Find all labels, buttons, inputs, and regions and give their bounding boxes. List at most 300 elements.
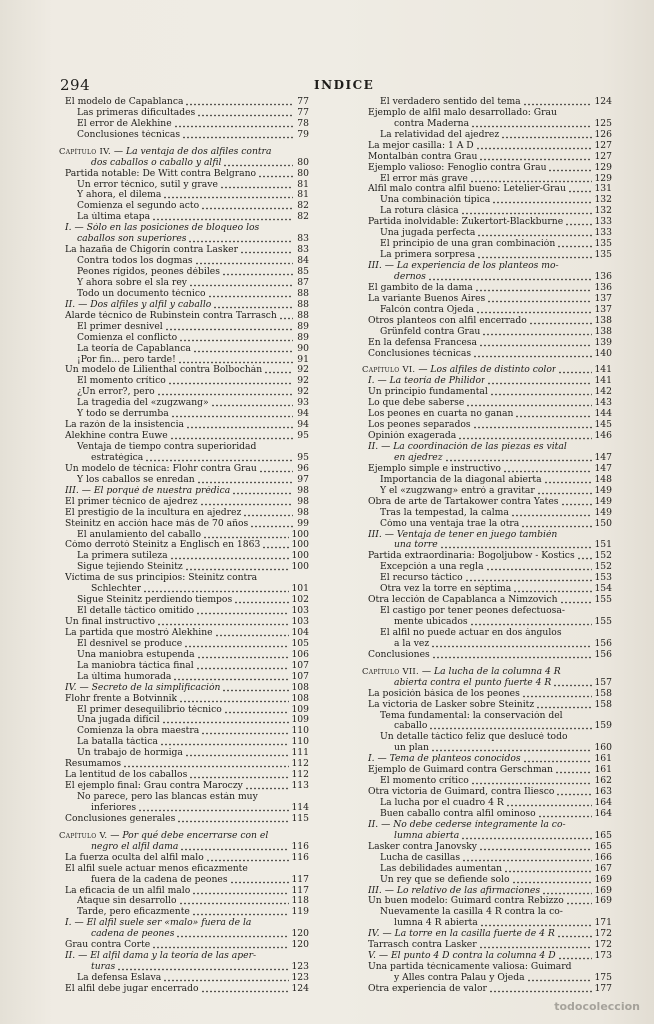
dot-leader [222, 266, 293, 276]
toc-entry-page: 166 [594, 851, 612, 863]
toc-entry-title: Ejemplo simple e instructivo [368, 463, 501, 474]
toc-entry-title: La teoría de Capablanca [77, 343, 191, 354]
toc-entry-title: contra Maderna [394, 118, 470, 129]
dot-leader [529, 315, 593, 325]
dot-leader [557, 928, 593, 938]
toc-entry-title: Y el «zugzwang» entró a gravitar [380, 485, 535, 496]
dot-leader [145, 452, 293, 462]
dot-leader [215, 627, 290, 637]
toc-entry-page: 147 [594, 451, 612, 463]
dot-leader [511, 507, 593, 517]
toc-entry-title: Falcón contra Ojeda [380, 304, 474, 315]
toc-entry-title: El error más grave [380, 173, 468, 184]
toc-entry-page: 117 [291, 873, 309, 885]
toc-entry-page: 147 [594, 462, 612, 474]
toc-entry-title: Capítulo VI. — Los alfiles de distinto color [362, 364, 557, 376]
dot-leader [489, 983, 593, 993]
toc-entry-page: 79 [297, 128, 309, 140]
toc-entry-page: 138 [594, 314, 612, 326]
toc-entry-title: Montalbán contra Grau [368, 151, 478, 162]
dot-leader [197, 474, 293, 484]
toc-entry-title: La lucha por el cuadro 4 R [380, 798, 504, 809]
dot-leader [503, 463, 593, 473]
dot-leader [189, 277, 293, 287]
toc-entry-title: a la vez [394, 638, 430, 649]
toc-entry-page: 100 [291, 550, 309, 562]
dot-leader [512, 874, 593, 884]
toc-entry-title: Otra experiencia de valor [368, 983, 487, 994]
toc-entry-page: 110 [291, 725, 309, 737]
toc-entry-title: El momento crítico [380, 776, 469, 787]
dot-leader [515, 408, 592, 418]
toc-entry-title: En la defensa Francesa [368, 337, 478, 348]
toc-entry-page: 77 [297, 106, 309, 118]
dot-leader [250, 518, 293, 528]
toc-entry-page: 94 [297, 419, 309, 431]
toc-entry [59, 940, 309, 951]
toc-entry-page: 165 [594, 829, 612, 841]
toc-entry-title: Un detalle táctico feliz que deslucé todo [380, 732, 568, 743]
toc-entry-title: I. — Sólo en las posiciones de bloqueo los [65, 223, 260, 234]
dot-leader [475, 282, 593, 292]
dot-leader [431, 742, 592, 752]
toc-entry-page: 129 [594, 172, 612, 184]
toc-entry-title: ¡Por fin... pero tarde! [77, 354, 176, 365]
toc-entry-page: 135 [594, 238, 612, 250]
dot-leader [170, 430, 293, 440]
toc-entry-page: 120 [291, 939, 309, 951]
toc-entry-page: 154 [594, 583, 612, 595]
toc-entry-page: 169 [594, 873, 612, 885]
dot-leader [487, 293, 592, 303]
toc-entry-page: 115 [291, 812, 309, 824]
toc-entry-title: lumna abierta [394, 830, 460, 841]
dot-leader [176, 928, 289, 938]
dot-leader [492, 194, 592, 204]
toc-entry-title: IV. — Secreto de la simplificación [65, 682, 221, 693]
dot-leader [197, 649, 290, 659]
dot-leader [476, 304, 593, 314]
toc-entry-title: fuera de la cadena de peones [91, 874, 228, 885]
toc-entry-title: Otros planteos con alfil encerrado [368, 315, 527, 326]
toc-entry-page: 159 [594, 720, 612, 732]
toc-entry-page: 92 [297, 386, 309, 398]
dot-leader [470, 173, 593, 183]
dot-leader [259, 463, 293, 473]
dot-leader [186, 419, 293, 429]
toc-entry-page: 123 [291, 961, 309, 973]
dot-leader [220, 179, 293, 189]
toc-entry-page: 132 [594, 205, 612, 217]
toc-entry-title: Y todo se derrumba [77, 409, 169, 420]
toc-entry-title: El alfil debe jugar encerrado [65, 983, 199, 994]
dot-leader [245, 780, 290, 790]
toc-entry-page: 100 [291, 561, 309, 573]
toc-entry-title: Alekhine contra Euwe [65, 431, 168, 442]
toc-entry-title: Schlechter [91, 584, 142, 595]
toc-entry-title: La posición básica de los peones [368, 688, 520, 699]
dot-leader [157, 386, 293, 396]
dot-leader [490, 386, 593, 396]
toc-entry-title: Tema fundamental: la conservación del [380, 710, 563, 721]
dot-leader [477, 227, 592, 237]
toc-entry-title: y Alles contra Palau y Ojeda [394, 973, 525, 984]
toc-entry-page: 177 [594, 982, 612, 994]
toc-entry-title: inferiores [91, 802, 137, 813]
toc-entry-title: Capítulo V. — Por qué debe encerrarse con el [59, 829, 269, 841]
toc-entry-title: dos caballos o caballo y alfil [91, 157, 222, 168]
toc-entry-title: Partida extraordinaria: Bogoljubow - Kostics [368, 551, 575, 562]
toc-entry-page: 120 [291, 928, 309, 940]
toc-entry-page: 88 [297, 298, 309, 310]
toc-entry-title: cadena de peones [91, 929, 175, 940]
toc-entry-page: 124 [291, 982, 309, 994]
dot-leader [560, 594, 593, 604]
toc-entry-page: 142 [594, 386, 612, 398]
toc-entry-page: 158 [594, 687, 612, 699]
toc-entry-page: 132 [594, 194, 612, 206]
toc-entry-title: caballos son superiores [77, 234, 187, 245]
toc-entry-page: 78 [297, 117, 309, 129]
toc-entry-title: Un error técnico, sutil y grave [77, 179, 218, 190]
dot-leader [568, 183, 593, 193]
toc-entry-page: 161 [594, 764, 612, 776]
toc-entry-title: La variante Buenos Aires [368, 293, 486, 304]
toc-entry-title: II. — Dos alfiles y alfil y caballo [65, 299, 212, 310]
toc-entry-title: La batalla táctica [77, 737, 158, 748]
dot-leader [556, 786, 592, 796]
dot-leader [117, 961, 289, 971]
dot-leader [523, 96, 593, 106]
toc-entry-title: III. — Ventaja de tener en juego también [368, 529, 558, 540]
dot-leader [473, 419, 593, 429]
dot-leader [123, 758, 289, 768]
toc-entry-page: 136 [594, 270, 612, 282]
dot-leader [201, 200, 293, 210]
toc-entry-title: Lasker contra Janovsky [368, 841, 477, 852]
dot-leader [476, 140, 593, 150]
toc-entry-page: 133 [594, 227, 612, 239]
page-header [60, 76, 594, 96]
toc-entry-title: I. — La teoría de Philidor [368, 376, 486, 387]
dot-leader [195, 255, 293, 265]
dot-leader [458, 430, 592, 440]
dot-leader [479, 841, 592, 851]
toc-entry-title: Y los caballos se enredan [77, 474, 195, 485]
toc-entry-page: 137 [594, 303, 612, 315]
toc-entry-title: Otra lección de Capablanca a Nimzovich [368, 595, 558, 606]
dot-leader [429, 720, 592, 730]
dot-leader [203, 529, 289, 539]
dot-leader [206, 852, 290, 862]
toc-entry [59, 907, 309, 918]
dot-leader [522, 688, 593, 698]
dot-leader [258, 168, 293, 178]
dot-leader [171, 408, 293, 418]
toc-entry-title: El desnivel se produce [77, 638, 183, 649]
dot-leader [163, 189, 293, 199]
dot-leader [179, 895, 290, 905]
toc-entry-title: El error de Alekhine [77, 118, 172, 129]
dot-leader [553, 677, 592, 687]
dot-leader [479, 151, 592, 161]
toc-entry-title: Importancia de la diagonal abierta [380, 474, 542, 485]
toc-entry-page: 96 [297, 462, 309, 474]
toc-entry-title: Sigue Steinitz perdiendo tiempos [77, 595, 233, 606]
toc-entry-title: La defensa Eslava [77, 973, 162, 984]
toc-entry-title: Conclusiones [368, 649, 430, 660]
toc-entry-title: La maniobra táctica final [77, 660, 194, 671]
toc-entry-title: Lucha de casillas [380, 852, 461, 863]
toc-entry [362, 349, 612, 360]
toc-entry-page: 83 [297, 244, 309, 256]
dot-leader [168, 375, 293, 385]
toc-entry-page: 105 [291, 637, 309, 649]
toc-entry-title: Un modelo de Lilienthal contra Bolbochán [65, 365, 263, 376]
toc-entry-page: 100 [291, 539, 309, 551]
toc-entry-title: El prestigio de la incultura en ajedrez [65, 507, 242, 518]
dot-leader [473, 348, 592, 358]
toc-entry-page: 148 [594, 473, 612, 485]
page-number: 294 [60, 76, 91, 94]
toc-entry-title: Un trabajo de hormiga [77, 748, 183, 759]
toc-entry [59, 300, 309, 311]
toc-entry-title: estratégica [91, 452, 144, 463]
dot-leader [513, 583, 592, 593]
toc-entry-page: 149 [594, 506, 612, 518]
toc-entry-title: Los peones separados [368, 420, 471, 431]
toc-entry-title: El alfil no puede actuar en dos ángulos [380, 627, 562, 638]
toc-entry-page: 101 [291, 583, 309, 595]
dot-leader [486, 561, 593, 571]
toc-entry-title: Otra vez la torre en séptima [380, 584, 512, 595]
toc-entry-title: II. — El alfil dama y la teoría de las aper- [65, 951, 257, 962]
toc-entry-title: Steinitz en acción hace más de 70 años [65, 518, 249, 529]
toc-entry-title: Partida notable: De Witt contra Belgrano [65, 168, 257, 179]
toc-entry-title: Otra victoria de Guimard, contra Iliesco [368, 787, 555, 798]
toc-entry-title: una torre [394, 540, 438, 551]
toc-entry-page: 107 [291, 659, 309, 671]
toc-entry-title: Alfil malo contra alfil bueno: Letelier-Grau [368, 184, 566, 195]
toc-entry-title: La victoria de Lasker sobre Steinitz [368, 699, 535, 710]
toc-entry-page: 141 [594, 364, 612, 376]
toc-entry-page: 112 [291, 758, 309, 770]
dot-leader [555, 764, 593, 774]
dot-leader [222, 682, 289, 692]
dot-leader [471, 118, 592, 128]
dot-leader [185, 96, 293, 106]
toc-entry-page: 160 [594, 742, 612, 754]
dot-leader [264, 364, 293, 374]
toc-entry-page: 155 [594, 616, 612, 628]
toc-entry-title: Un principio fundamental [368, 387, 488, 398]
toc-entry [59, 853, 309, 864]
dot-leader [480, 917, 593, 927]
toc-entry-page: 98 [297, 506, 309, 518]
toc-entry-page: 139 [594, 336, 612, 348]
toc-entry [59, 212, 309, 223]
dot-leader [537, 485, 593, 495]
toc-entry-page: 171 [594, 917, 612, 929]
toc-entry-title: un plan [394, 743, 429, 754]
toc-entry [59, 130, 309, 141]
toc-entry-title: Peones rígidos, peones débiles [77, 267, 220, 278]
toc-entry-title: Ejemplo valioso: Fenoglio contra Grau [368, 162, 547, 173]
toc-entry-title: turas [91, 962, 116, 973]
toc-entry-page: 109 [291, 703, 309, 715]
dot-leader [223, 157, 293, 167]
toc-entry [362, 431, 612, 442]
toc-entry-page: 172 [594, 939, 612, 951]
dot-leader [440, 539, 593, 549]
dot-leader [240, 244, 293, 254]
toc-entry [59, 814, 309, 825]
toc-entry-title: Los peones en cuarta no ganan [368, 409, 514, 420]
dot-leader [506, 797, 593, 807]
toc-entry-title: Resumamos [65, 759, 122, 770]
dot-leader [200, 496, 293, 506]
toc-entry [59, 984, 309, 995]
toc-entry-page: 116 [291, 851, 309, 863]
dot-leader [527, 972, 593, 982]
toc-entry [362, 722, 612, 733]
toc-entry-page: 92 [297, 364, 309, 376]
dot-leader [577, 550, 593, 560]
toc-entry-title: Tarde, pero eficazmente [77, 907, 190, 918]
toc-entry-page: 93 [297, 397, 309, 409]
toc-entry [362, 617, 612, 628]
watermark: todocoleccion [554, 1000, 640, 1013]
toc-entry-page: 108 [291, 692, 309, 704]
toc-entry-title: Un rey que se defiende solo [380, 874, 510, 885]
toc-entry-page: 149 [594, 484, 612, 496]
toc-entry-title: Un modelo de técnica: Flohr contra Grau [65, 463, 257, 474]
toc-entry-title: Las debilidades aumentan [380, 863, 503, 874]
toc-entry-title: Nuevamente la casilla 4 R contra la co- [380, 907, 563, 918]
dot-leader [213, 299, 293, 309]
toc-entry-title: La última etapa [77, 212, 151, 223]
dot-leader [482, 326, 592, 336]
toc-entry-page: 127 [594, 139, 612, 151]
toc-entry-title: Cómo derrotó Steinitz a Englisch en 1863 [65, 540, 261, 551]
toc-entry-page: 152 [594, 550, 612, 562]
toc-entry [362, 519, 612, 530]
toc-entry-title: Y ahora, el dilema [77, 190, 162, 201]
toc-left-column [59, 97, 309, 995]
page-title: INDICE [314, 78, 375, 92]
dot-leader [152, 211, 293, 221]
toc-entry-title: mente ubicados [394, 617, 468, 628]
dot-leader [544, 474, 593, 484]
toc-entry-page: 89 [297, 331, 309, 343]
toc-entry-page: 81 [297, 189, 309, 201]
dot-leader [188, 233, 293, 243]
toc-entry-title: Comienza el conflicto [77, 332, 178, 343]
toc-entry-page: 125 [594, 117, 612, 129]
toc-entry-title: III. — El porqué de nuestra prédica [65, 485, 231, 496]
dot-leader [157, 616, 289, 626]
dot-leader [279, 310, 293, 320]
dot-leader [138, 802, 289, 812]
toc-entry-title: III. — La experiencia de los planteos mo- [368, 261, 559, 272]
toc-entry-page: 103 [291, 605, 309, 617]
dot-leader [224, 704, 290, 714]
dot-leader [234, 594, 289, 604]
toc-entry-page: 158 [594, 698, 612, 710]
toc-entry-page: 111 [291, 747, 309, 759]
dot-leader [542, 885, 592, 895]
toc-entry [59, 562, 309, 573]
dot-leader [170, 550, 290, 560]
toc-entry-title: Una combinación típica [380, 195, 491, 206]
toc-entry-title: Una maniobra estupenda [77, 649, 195, 660]
toc-entry-page: 129 [594, 161, 612, 173]
dot-leader [561, 496, 593, 506]
toc-entry-page: 104 [291, 626, 309, 638]
toc-entry-title: Todo un documento técnico [77, 288, 206, 299]
toc-entry-page: 99 [297, 517, 309, 529]
toc-entry-page: 81 [297, 178, 309, 190]
toc-entry-title: dernos [394, 271, 426, 282]
dot-leader [182, 129, 293, 139]
toc-entry-page: 97 [297, 473, 309, 485]
toc-entry-page: 167 [594, 862, 612, 874]
toc-entry-title: Conclusiones técnicas [368, 348, 472, 359]
dot-leader [160, 736, 290, 746]
dot-leader [179, 332, 293, 342]
toc-entry-title: Grau contra Corte [65, 940, 151, 951]
dot-leader [461, 830, 592, 840]
toc-entry-title: El castigo por tener peones defectuosa- [380, 606, 565, 617]
toc-entry-page: 164 [594, 807, 612, 819]
toc-entry-title: La última humorada [77, 671, 172, 682]
toc-entry-page: 156 [594, 648, 612, 660]
dot-leader [558, 950, 593, 960]
dot-leader [143, 583, 289, 593]
toc-entry-title: Buen caballo contra alfil ominoso [380, 808, 536, 819]
toc-entry-title: El anulamiento del caballo [77, 529, 202, 540]
toc-entry-title: Cómo una ventaja trae la otra [380, 518, 520, 529]
toc-entry-page: 95 [297, 430, 309, 442]
toc-entry-page: 109 [291, 714, 309, 726]
toc-entry-title: Una jugada difícil [77, 715, 160, 726]
toc-entry-page: 117 [291, 884, 309, 896]
toc-entry-title: El momento crítico [77, 376, 166, 387]
toc-entry-page: 112 [291, 769, 309, 781]
toc-entry-page: 126 [594, 128, 612, 140]
toc-entry-page: 98 [297, 495, 309, 507]
dot-leader [466, 397, 592, 407]
toc-entry-page: 87 [297, 276, 309, 288]
dot-leader [180, 841, 289, 851]
dot-leader [178, 354, 293, 364]
toc-entry-page: 100 [291, 528, 309, 540]
toc-entry-page: 165 [594, 840, 612, 852]
toc-entry-page: 146 [594, 430, 612, 442]
toc-entry-title: Ejemplo de alfil malo desarrollado: Grau [368, 107, 557, 118]
toc-entry-page: 102 [291, 594, 309, 606]
toc-entry-title: El recurso táctico [380, 573, 463, 584]
toc-entry-title: I. — Tema de planteos conocidos [368, 754, 521, 765]
toc-entry-title: Tras la tempestad, la calma [380, 507, 509, 518]
dot-leader [557, 238, 592, 248]
toc-entry-page: 90 [297, 342, 309, 354]
toc-entry-page: 138 [594, 325, 612, 337]
toc-entry-title: El alfil suele actuar menos eficazmente [65, 863, 248, 874]
toc-entry-title: Contra todos los dogmas [77, 256, 193, 267]
dot-leader [470, 616, 593, 626]
toc-entry-page: 149 [594, 495, 612, 507]
